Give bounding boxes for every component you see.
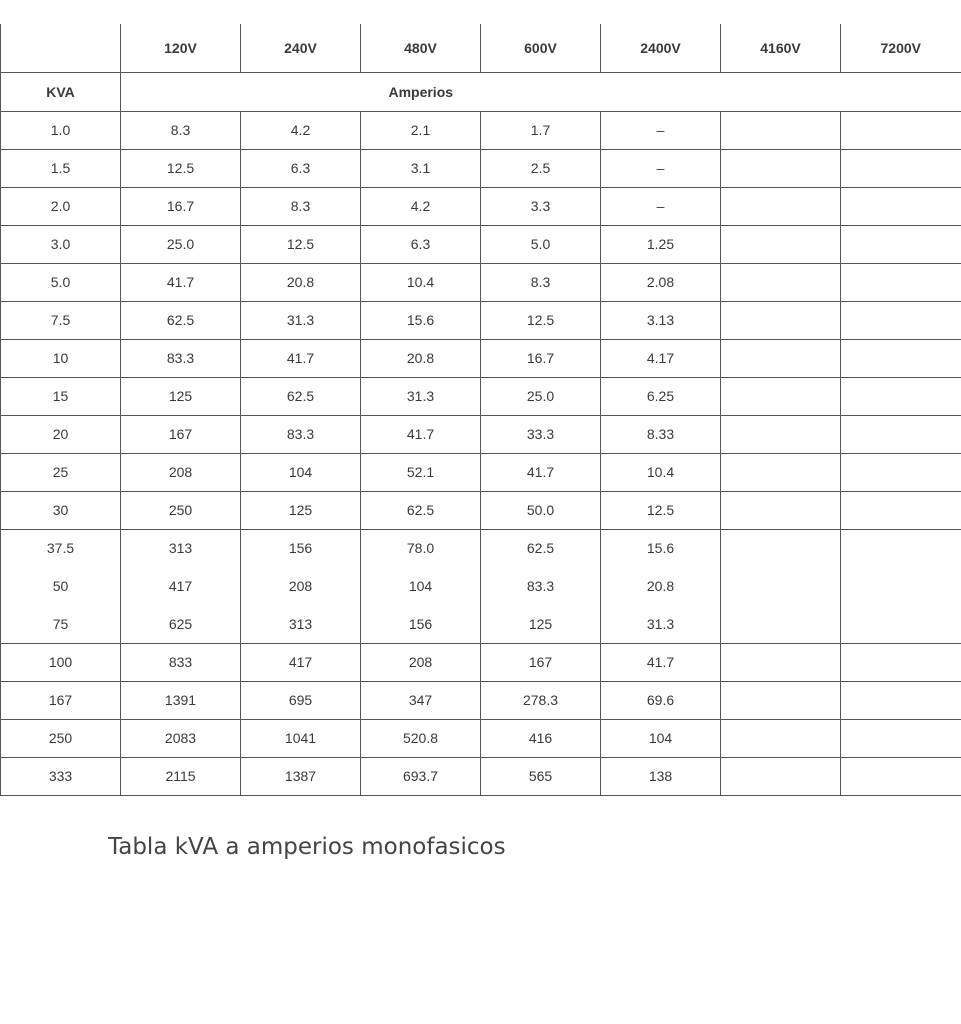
amps-cell [721, 491, 841, 529]
amps-cell: 41.7 [121, 263, 241, 301]
amps-cell: 15.6 [601, 529, 721, 567]
amps-cell: 83.3 [121, 339, 241, 377]
kva-cell: 100 [1, 643, 121, 681]
kva-cell: 37.5 [1, 529, 121, 567]
amps-cell [841, 643, 961, 681]
amps-cell [841, 225, 961, 263]
kva-cell: 1.0 [1, 111, 121, 149]
voltage-header-cell: 600V [481, 24, 601, 72]
amps-cell: 125 [241, 491, 361, 529]
kva-cell: 1.5 [1, 149, 121, 187]
amps-cell: 625 [121, 605, 241, 643]
amps-cell: 1391 [121, 681, 241, 719]
amps-cell: 83.3 [241, 415, 361, 453]
amps-cell: 12.5 [121, 149, 241, 187]
amps-cell: 4.2 [241, 111, 361, 149]
kva-cell: 50 [1, 567, 121, 605]
amps-cell: 417 [121, 567, 241, 605]
amps-cell: 313 [241, 605, 361, 643]
kva-cell: 167 [1, 681, 121, 719]
voltage-header-cell: 4160V [721, 24, 841, 72]
amps-cell [841, 111, 961, 149]
kva-cell: 5.0 [1, 263, 121, 301]
amps-cell: 50.0 [481, 491, 601, 529]
kva-cell: 30 [1, 491, 121, 529]
amps-cell: 313 [121, 529, 241, 567]
amps-cell [721, 605, 841, 643]
amps-cell: 104 [241, 453, 361, 491]
amps-cell: 16.7 [121, 187, 241, 225]
amps-cell [841, 415, 961, 453]
amps-cell: 12.5 [241, 225, 361, 263]
amps-cell [721, 643, 841, 681]
amps-cell [841, 491, 961, 529]
amps-cell [721, 681, 841, 719]
amps-cell [841, 339, 961, 377]
amps-cell: 565 [481, 757, 601, 795]
amps-cell: 833 [121, 643, 241, 681]
kva-cell: 333 [1, 757, 121, 795]
amps-cell: 1.25 [601, 225, 721, 263]
amps-cell: 104 [601, 719, 721, 757]
amps-cell [841, 377, 961, 415]
amps-cell: 12.5 [481, 301, 601, 339]
amps-cell: 167 [121, 415, 241, 453]
amps-cell [841, 301, 961, 339]
amps-cell [841, 757, 961, 795]
amps-cell: 20.8 [361, 339, 481, 377]
amps-cell: 125 [121, 377, 241, 415]
table-row [1, 339, 961, 377]
kva-cell: 10 [1, 339, 121, 377]
unit-header-row [1, 72, 961, 111]
amps-cell: 41.7 [361, 415, 481, 453]
amps-cell [841, 681, 961, 719]
kva-header: KVA [1, 72, 121, 111]
amps-cell: 3.13 [601, 301, 721, 339]
amps-cell [721, 453, 841, 491]
amps-cell: 2.5 [481, 149, 601, 187]
voltage-header-cell: 120V [121, 24, 241, 72]
amps-cell: 1387 [241, 757, 361, 795]
voltage-header-cell: 240V [241, 24, 361, 72]
amps-cell: 83.3 [481, 567, 601, 605]
amps-cell: 208 [121, 453, 241, 491]
amps-cell: 138 [601, 757, 721, 795]
kva-cell: 25 [1, 453, 121, 491]
amps-cell: 31.3 [241, 301, 361, 339]
amps-cell: 25.0 [121, 225, 241, 263]
amps-cell: – [601, 149, 721, 187]
amps-cell: 20.8 [601, 567, 721, 605]
table-row [1, 263, 961, 301]
amps-cell: 62.5 [241, 377, 361, 415]
amps-cell [721, 377, 841, 415]
amps-cell: 156 [241, 529, 361, 567]
amps-cell: 2.1 [361, 111, 481, 149]
amps-cell: 167 [481, 643, 601, 681]
amps-cell: 3.1 [361, 149, 481, 187]
amps-cell [841, 567, 961, 605]
amps-cell: 4.2 [361, 187, 481, 225]
amps-cell [721, 149, 841, 187]
amps-header-label: Amperios [388, 83, 454, 100]
amps-cell: 33.3 [481, 415, 601, 453]
amps-cell [721, 225, 841, 263]
table-row [1, 529, 961, 567]
amps-cell: 31.3 [361, 377, 481, 415]
kva-cell: 20 [1, 415, 121, 453]
amps-cell [721, 567, 841, 605]
amps-cell: 5.0 [481, 225, 601, 263]
amps-cell: 2115 [121, 757, 241, 795]
amps-cell [841, 149, 961, 187]
amps-cell [841, 529, 961, 567]
amps-cell [721, 415, 841, 453]
table-row [1, 491, 961, 529]
amps-cell: 693.7 [361, 757, 481, 795]
amps-cell: 8.33 [601, 415, 721, 453]
table-row [1, 643, 961, 681]
amps-cell: 2.08 [601, 263, 721, 301]
amps-cell [841, 187, 961, 225]
voltage-header-cell [1, 24, 121, 72]
amps-cell: 3.3 [481, 187, 601, 225]
kva-cell: 250 [1, 719, 121, 757]
amps-cell: 62.5 [361, 491, 481, 529]
amps-cell: 4.17 [601, 339, 721, 377]
amps-cell: 347 [361, 681, 481, 719]
amps-cell [721, 339, 841, 377]
kva-cell: 75 [1, 605, 121, 643]
table-row [1, 149, 961, 187]
amps-cell: 2083 [121, 719, 241, 757]
table-row [1, 187, 961, 225]
amps-cell: 416 [481, 719, 601, 757]
voltage-header-cell: 480V [361, 24, 481, 72]
amps-cell: 104 [361, 567, 481, 605]
kva-cell: 15 [1, 377, 121, 415]
amps-cell: 520.8 [361, 719, 481, 757]
amps-cell: 278.3 [481, 681, 601, 719]
voltage-header-cell: 7200V [841, 24, 961, 72]
amps-cell: 6.3 [241, 149, 361, 187]
amps-cell: 208 [361, 643, 481, 681]
amps-cell: 15.6 [361, 301, 481, 339]
amps-cell: 1041 [241, 719, 361, 757]
amps-cell [721, 111, 841, 149]
table-row [1, 377, 961, 415]
amps-cell [721, 263, 841, 301]
amps-cell [841, 605, 961, 643]
table-row [1, 719, 961, 757]
voltage-header-cell: 2400V [601, 24, 721, 72]
amps-header [121, 72, 961, 111]
amps-cell: 8.3 [241, 187, 361, 225]
kva-amps-table-container [0, 24, 921, 796]
kva-cell: 2.0 [1, 187, 121, 225]
amps-cell: 6.25 [601, 377, 721, 415]
amps-cell [841, 263, 961, 301]
amps-cell: 125 [481, 605, 601, 643]
amps-cell: – [601, 187, 721, 225]
amps-cell [721, 719, 841, 757]
amps-cell: 41.7 [241, 339, 361, 377]
table-row [1, 567, 961, 605]
amps-cell: 8.3 [121, 111, 241, 149]
amps-cell [721, 187, 841, 225]
table-row [1, 681, 961, 719]
amps-cell: 62.5 [121, 301, 241, 339]
amps-cell: 12.5 [601, 491, 721, 529]
table-caption: Tabla kVA a amperios monofasicos [108, 834, 506, 860]
table-row [1, 301, 961, 339]
amps-cell: – [601, 111, 721, 149]
amps-cell [721, 757, 841, 795]
table-row [1, 415, 961, 453]
amps-cell: 417 [241, 643, 361, 681]
amps-cell: 31.3 [601, 605, 721, 643]
amps-cell: 208 [241, 567, 361, 605]
amps-cell: 156 [361, 605, 481, 643]
table-row [1, 225, 961, 263]
amps-cell [721, 529, 841, 567]
table-row [1, 453, 961, 491]
voltage-header-row [1, 24, 961, 72]
amps-cell: 695 [241, 681, 361, 719]
amps-cell: 69.6 [601, 681, 721, 719]
kva-amps-table [0, 24, 961, 796]
amps-cell: 8.3 [481, 263, 601, 301]
table-body [1, 111, 961, 795]
amps-cell: 78.0 [361, 529, 481, 567]
table-row [1, 757, 961, 795]
amps-cell: 250 [121, 491, 241, 529]
amps-cell: 10.4 [361, 263, 481, 301]
table-row [1, 111, 961, 149]
amps-cell [841, 719, 961, 757]
amps-cell: 62.5 [481, 529, 601, 567]
amps-cell: 41.7 [481, 453, 601, 491]
amps-cell: 52.1 [361, 453, 481, 491]
amps-cell: 20.8 [241, 263, 361, 301]
amps-cell [721, 301, 841, 339]
kva-cell: 7.5 [1, 301, 121, 339]
amps-cell: 16.7 [481, 339, 601, 377]
amps-cell [841, 453, 961, 491]
amps-cell: 6.3 [361, 225, 481, 263]
amps-cell: 41.7 [601, 643, 721, 681]
table-row [1, 605, 961, 643]
kva-cell: 3.0 [1, 225, 121, 263]
amps-cell: 25.0 [481, 377, 601, 415]
amps-cell: 10.4 [601, 453, 721, 491]
amps-cell: 1.7 [481, 111, 601, 149]
